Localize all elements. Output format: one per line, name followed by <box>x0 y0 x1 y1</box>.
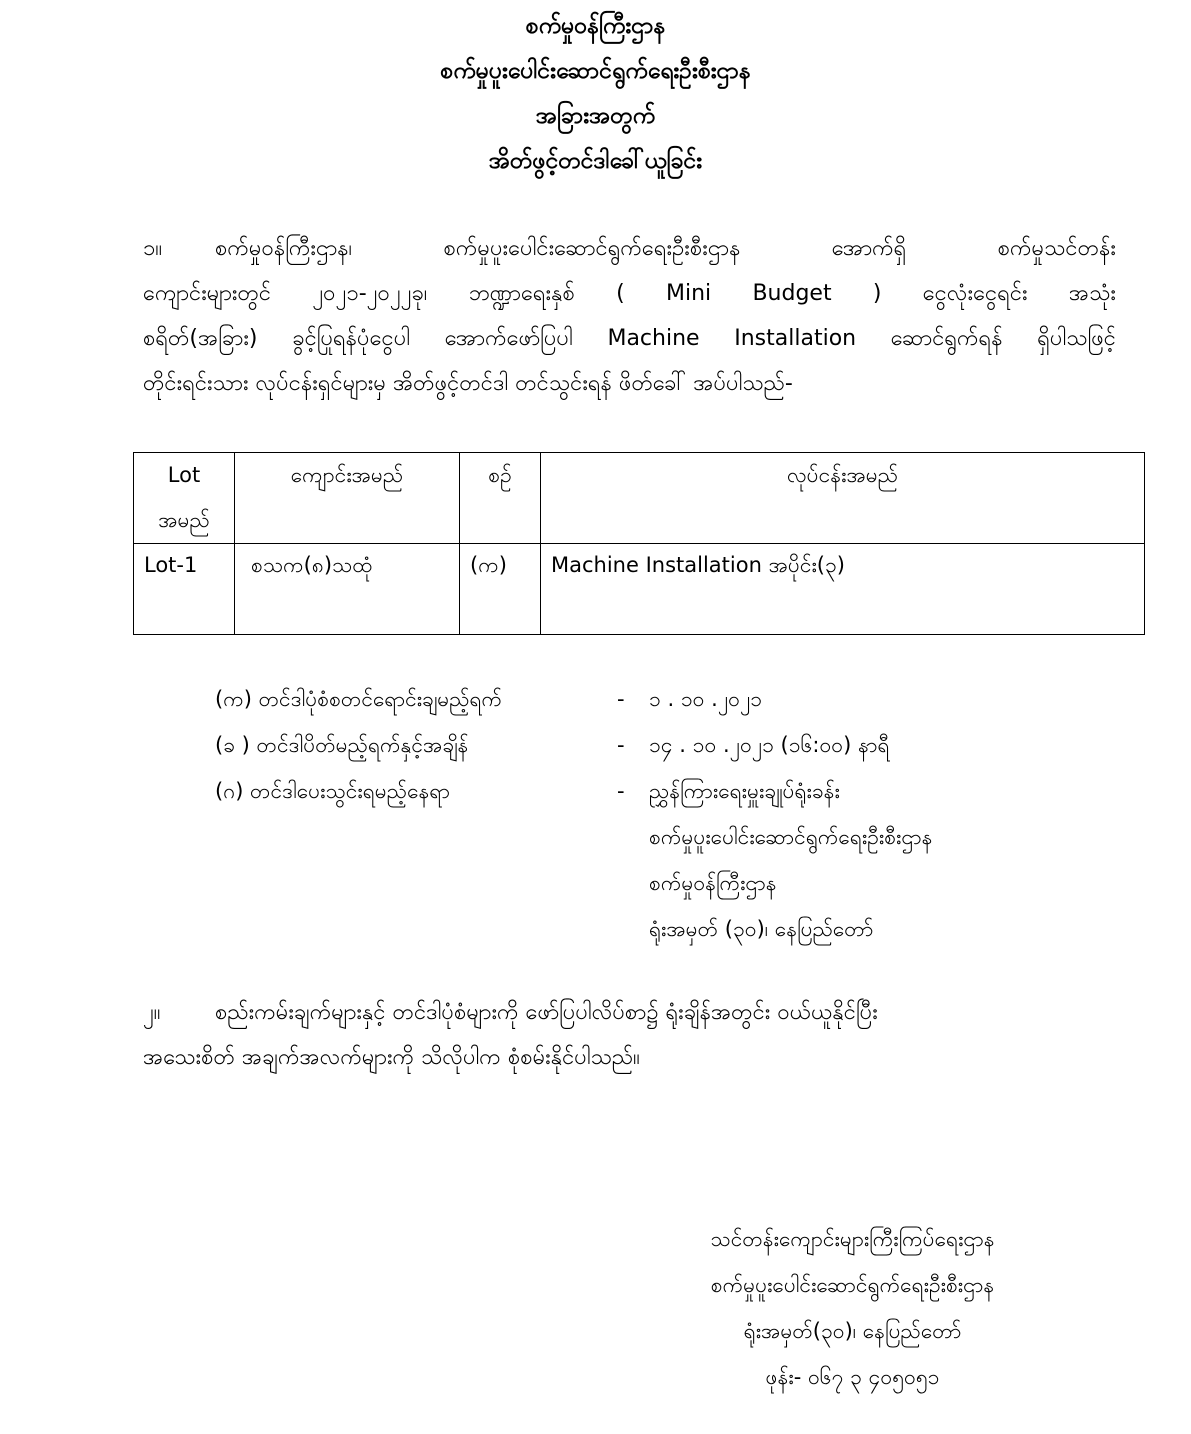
detail-value: ညွှန်ကြားရေးမှူးချုပ်ရုံးခန်း <box>649 779 840 803</box>
word: Installation <box>734 326 857 351</box>
word: ကျောင်းများတွင် <box>143 281 272 306</box>
cell-work: Machine Installation အပိုင်း(၃) <box>541 544 1145 635</box>
paragraph-1 <box>143 226 1116 406</box>
word: ၂၀၂၁-၂၀၂၂ခု၊ <box>312 281 428 306</box>
word: ) <box>872 281 882 306</box>
lot-table <box>133 452 1145 635</box>
word: Mini <box>666 281 712 306</box>
signature-line: ရုံးအမှတ်(၃၀)၊ နေပြည်တော် <box>743 1319 962 1343</box>
table-row <box>134 544 1145 635</box>
signature-line: သင်တန်းကျောင်းများကြီးကြပ်ရေးဌာန <box>710 1227 995 1251</box>
cell-item: (က) <box>460 544 541 635</box>
paragraph-2 <box>143 990 1116 1080</box>
word: စက်မှုသင်တန်း <box>997 236 1116 261</box>
cell-lot: Lot-1 <box>134 544 235 635</box>
cell-school: စသက(၈)သထုံ <box>235 544 460 635</box>
detail-label: (က) တင်ဒါပုံစံစတင်ရောင်းချမည့်ရက် <box>215 687 503 711</box>
word: အောက်ရှိ <box>831 236 907 261</box>
word: ဆောင်ရွက်ရန် <box>890 326 1003 351</box>
detail-value: ၁၄ . ၁၀ .၂၀၂၁ (၁၆:၀၀) နာရီ <box>649 733 890 757</box>
word: ရှိပါသဖြင့် <box>1037 326 1116 351</box>
paragraph-2-line-1: ၂။ စည်းကမ်းချက်များနှင့် တင်ဒါပုံစံများကို ဖော်ပြပါလိပ်စာ၌ ရုံးချိန်အတွင်း ဝယ်ယူနိုင်ပြီး <box>143 990 1116 1035</box>
word: ၁။ စက်မှုဝန်ကြီးဌာန၊ <box>143 226 352 271</box>
detail-label: (ဂ) တင်ဒါပေးသွင်းရမည့်နေရာ <box>215 779 451 803</box>
department-name: စက်မှုပူးပေါင်းဆောင်ရွက်ရေးဦးစီးဌာန <box>440 58 751 84</box>
signature-phone: ဖုန်း- ၀၆၇ ၃ ၄၀၅၀၅၁ <box>765 1365 940 1389</box>
word: Machine <box>607 326 700 351</box>
paragraph-1-line-4: တိုင်းရင်းသား လုပ်ငန်းရှင်များမှ အိတ်ဖွင့်တင်ဒါ တင်သွင်းရန် ဖိတ်ခေါ် အပ်ပါသည်- <box>143 371 793 396</box>
header-school-name: ကျောင်းအမည် <box>235 453 460 544</box>
detail-dash: - <box>617 687 625 711</box>
table-header-row <box>134 453 1145 544</box>
document-title: အိတ်ဖွင့်တင်ဒါခေါ်ယူခြင်း <box>488 148 703 174</box>
header-lot-name: Lot အမည် <box>134 453 235 544</box>
paragraph-2-number: ၂။ <box>143 1000 161 1025</box>
word: Budget <box>752 281 832 306</box>
word: ခွင့်ပြုရန်ပုံငွေပါ <box>292 326 411 351</box>
signature-block <box>600 1216 1105 1400</box>
detail-dash: - <box>617 733 625 757</box>
paragraph-1-line-1 <box>143 226 1116 271</box>
header-item-number: စဉ် <box>460 453 541 544</box>
word: စက်မှုပူးပေါင်းဆောင်ရွက်ရေးဦးစီးဌာန <box>443 236 741 261</box>
document-header <box>0 6 1191 186</box>
word: ငွေလုံးငွေရင်း <box>922 281 1028 306</box>
paragraph-1-line-3 <box>143 316 1116 361</box>
signature-line: စက်မှုပူးပေါင်းဆောင်ရွက်ရေးဦးစီးဌာန <box>710 1273 995 1297</box>
paragraph-2-line-2: အသေးစိတ် အချက်အလက်များကို သိလိုပါက စုံစမ်းနိုင်ပါသည်။ <box>143 1045 640 1070</box>
word: ( <box>616 281 625 306</box>
paragraph-1-line-2 <box>143 271 1116 316</box>
document-subtitle: အခြားအတွက် <box>535 103 656 129</box>
detail-value: ၁ . ၁၀ .၂၀၂၁ <box>649 687 763 711</box>
word: စရိတ်(အခြား) <box>143 326 258 351</box>
document-page: စက်မှုဝန်ကြီးဌာန စက်မှုပူးပေါင်းဆောင်ရွက်ရေးဦးစီးဌာန အခြားအတွက် အိတ်ဖွင့်တင်ဒါခေါ်ယူခြင်း ၁။ စက်မှုဝန်ကြီးဌာန၊ စက်မှုပူးပေါင်းဆောင်ရွက်ရေးဦးစီးဌာန အောက်ရှိ စက်မှုသင်တန်း ကျောင်းများတွင် ၂၀၂၁-၂၀၂၂ခု၊ ဘဏ္ဍာရေးနှစ် ( Mini Budget ) ငွေလုံးငွေရင်း အသုံး စရိတ်(အခြား) ခွင့်ပြုရန်ပုံငွေပါ အောက်ဖော်ပြပါ Machine Installation ဆောင်ရွက်ရန် ရှိပါသဖြင့် တိုင်းရင်းသား လုပ်ငန်းရှင်များမှ အိတ်ဖွင့်တင်ဒါ တင်သွင်းရန် ဖိတ်ခေါ် အပ်ပါသည်- Lot အမည် ကျောင်းအမည် စဉ် လုပ်ငန်းအမည် Lot-1 စသက(၈)သထုံ (က) Machine Installation အပိုင်း(၃) (က) တင်ဒါပုံစံစတင်ရောင်းချမည့်ရက် - ၁ . ၁၀ .၂၀၂၁ (ခ ) တင်ဒါပိတ်မည့်ရက်နှင့်အချိန် - ၁၄ . ၁၀ .၂၀၂၁ (၁၆:၀၀) နာရီ (ဂ) တင်ဒါပေးသွင်းရမည့်နေရာ - ညွှန်ကြားရေးမှူးချုပ်ရုံးခန်း စက်မှုပူးပေါင်းဆောင်ရွက်ရေးဦးစီးဌာန စက်မှုဝန်ကြီးဌာန ရုံးအမှတ် (၃၀)၊ နေပြည်တော် ၂။ စည်းကမ်းချက်များနှင့် တင်ဒါပုံစံများကို ဖော်ပြပါလိပ်စာ၌ ရုံးချိန်အတွင်း ဝယ်ယူနိုင်ပြီး အသေးစိတ် အချက်အလက်များကို သိလိုပါက စုံစမ်းနိုင်ပါသည်။ သင်တန်းကျောင်းများကြီးကြပ်ရေးဌာန စက်မှုပူးပေါင်းဆောင်ရွက်ရေးဦးစီးဌာန ရုံးအမှတ်(၃၀)၊ နေပြည်တော် ဖုန်း- ၀၆၇ ၃ ၄၀၅၀၅၁ <box>0 0 1191 1434</box>
word: ဘဏ္ဍာရေးနှစ် <box>468 281 575 306</box>
ministry-name: စက်မှုဝန်ကြီးဌာန <box>525 13 666 39</box>
paragraph-1-number: ၁။ <box>143 236 163 261</box>
header-work-name: လုပ်ငန်းအမည် <box>541 453 1145 544</box>
word: အသုံး <box>1068 281 1116 306</box>
detail-dash: - <box>617 779 625 803</box>
word: အောက်ဖော်ပြပါ <box>444 326 573 351</box>
detail-label: (ခ ) တင်ဒါပိတ်မည့်ရက်နှင့်အချိန် <box>215 733 469 757</box>
